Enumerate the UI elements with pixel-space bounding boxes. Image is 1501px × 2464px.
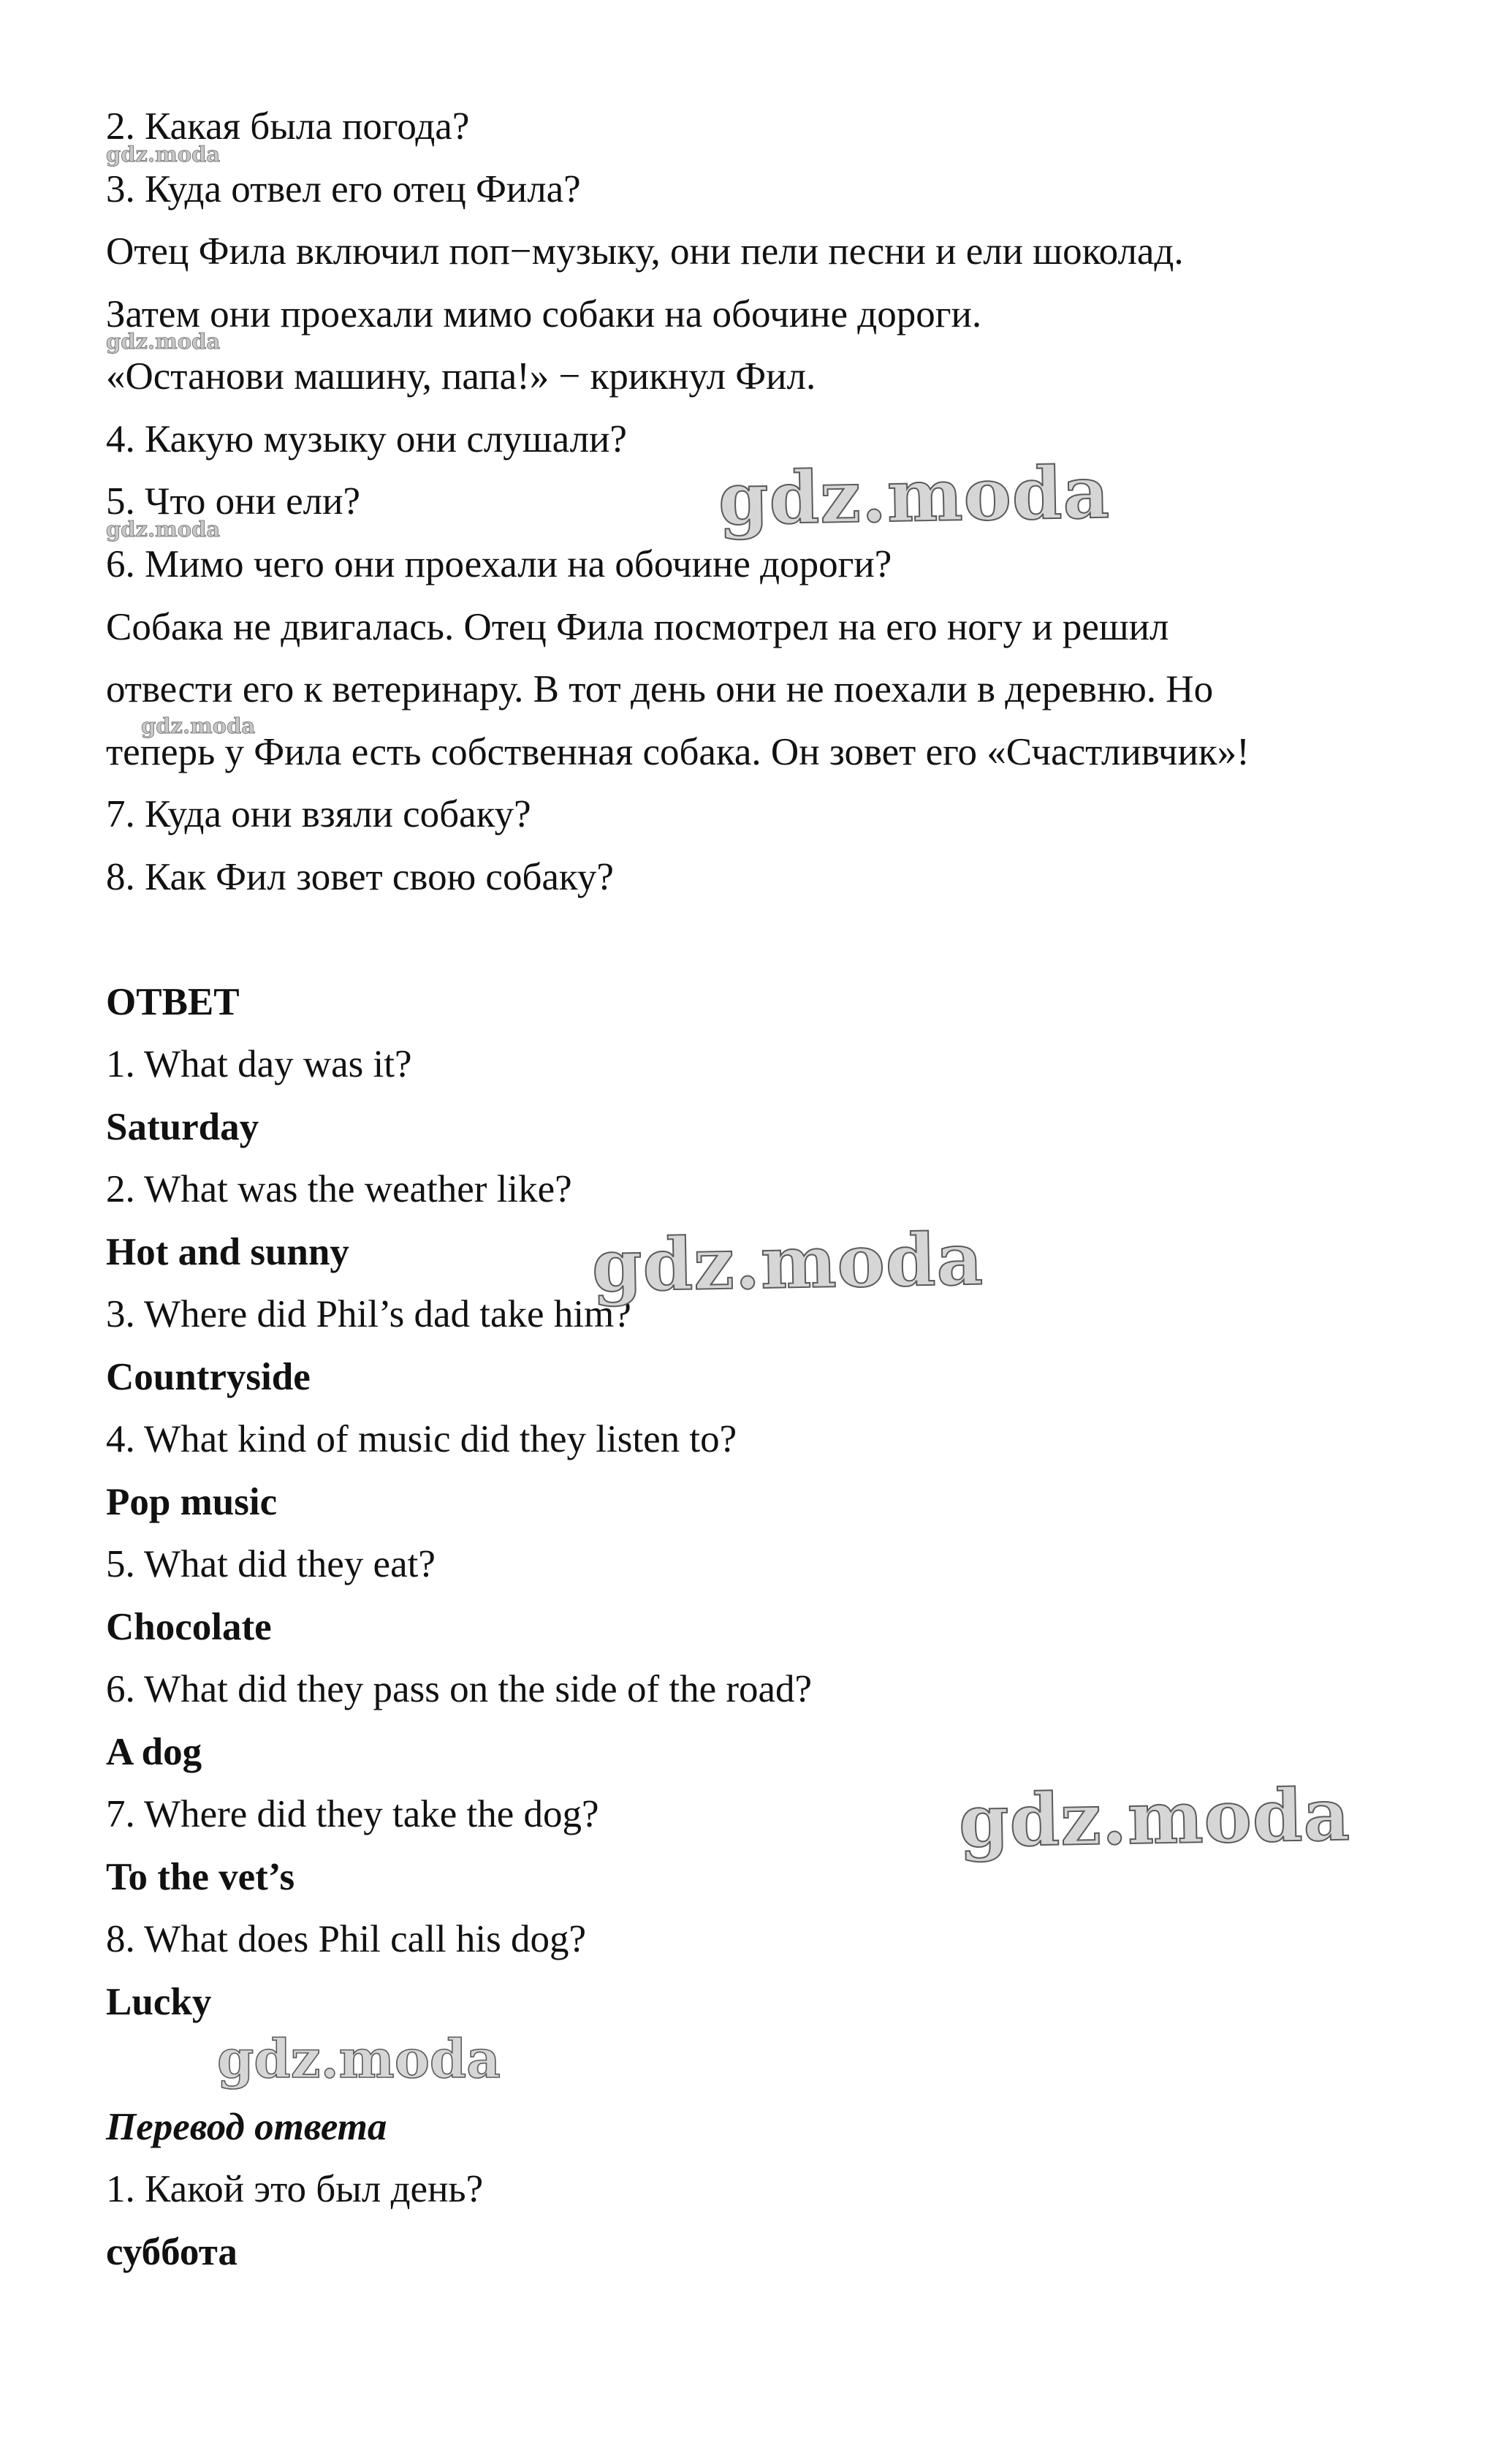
answer-question-4: 4. What kind of music did they listen to?	[106, 1418, 737, 1460]
watermark-small: gdz.moda	[141, 713, 256, 738]
watermark-medium: gdz.moda	[217, 2028, 501, 2090]
story-paragraph-2-line-1: Собака не двигалась. Отец Фила посмотрел на его ногу и решил	[106, 606, 1169, 648]
watermark-large: gdz.moda	[957, 1773, 1351, 1864]
answer-question-7: 7. Where did they take the dog?	[106, 1793, 599, 1835]
story-question-4: 4. Какую музыку они слушали?	[106, 418, 627, 460]
answer-question-6: 6. What did they pass on the side of the road?	[106, 1668, 813, 1710]
answer-7: To the vet’s	[106, 1856, 295, 1898]
story-paragraph-1-line-1: Отец Фила включил поп−музыку, они пели песни и ели шоколад.	[106, 230, 1184, 273]
story-question-2: 2. Какая была погода?	[106, 105, 470, 148]
translation-heading: Перевод ответа	[106, 2106, 387, 2148]
watermark-small: gdz.moda	[106, 329, 221, 354]
watermark-large: gdz.moda	[717, 450, 1111, 542]
answer-question-1: 1. What day was it?	[106, 1043, 412, 1085]
answer-2: Hot and sunny	[106, 1231, 349, 1273]
watermark-small: gdz.moda	[106, 517, 221, 542]
watermark-large: gdz.moda	[590, 1217, 984, 1308]
answer-4: Pop music	[106, 1481, 278, 1523]
story-question-6: 6. Мимо чего они проехали на обочине дороги?	[106, 543, 892, 585]
translation-question-1: 1. Какой это был день?	[106, 2168, 484, 2210]
story-paragraph-2-line-2: отвести его к ветеринару. В тот день они не поехали в деревню. Но	[106, 668, 1214, 710]
story-question-3: 3. Куда отвел его отец Фила?	[106, 168, 581, 211]
watermark-small: gdz.moda	[106, 142, 221, 167]
story-question-8: 8. Как Фил зовет свою собаку?	[106, 856, 614, 898]
answer-question-8: 8. What does Phil call his dog?	[106, 1918, 587, 1960]
answer-question-5: 5. What did they eat?	[106, 1543, 436, 1585]
story-question-5: 5. Что они ели?	[106, 480, 360, 523]
answer-heading: ОТВЕТ	[106, 981, 240, 1023]
answer-1: Saturday	[106, 1106, 259, 1148]
answer-question-2: 2. What was the weather like?	[106, 1168, 572, 1210]
answer-3: Countryside	[106, 1356, 311, 1398]
answer-8: Lucky	[106, 1981, 212, 2023]
story-question-7: 7. Куда они взяли собаку?	[106, 793, 531, 835]
answer-6: A dog	[106, 1731, 202, 1773]
answer-question-3: 3. Where did Phil’s dad take him?	[106, 1293, 631, 1335]
answer-5: Chocolate	[106, 1606, 272, 1648]
story-paragraph-2-line-3: теперь у Фила есть собственная собака. Он зовет его «Счастливчик»!	[106, 731, 1250, 773]
story-paragraph-1-line-2: Затем они проехали мимо собаки на обочине дороги.	[106, 293, 982, 336]
translation-answer-1: суббота	[106, 2231, 238, 2273]
story-paragraph-1-line-3: «Останови машину, папа!» − крикнул Фил.	[106, 355, 816, 398]
